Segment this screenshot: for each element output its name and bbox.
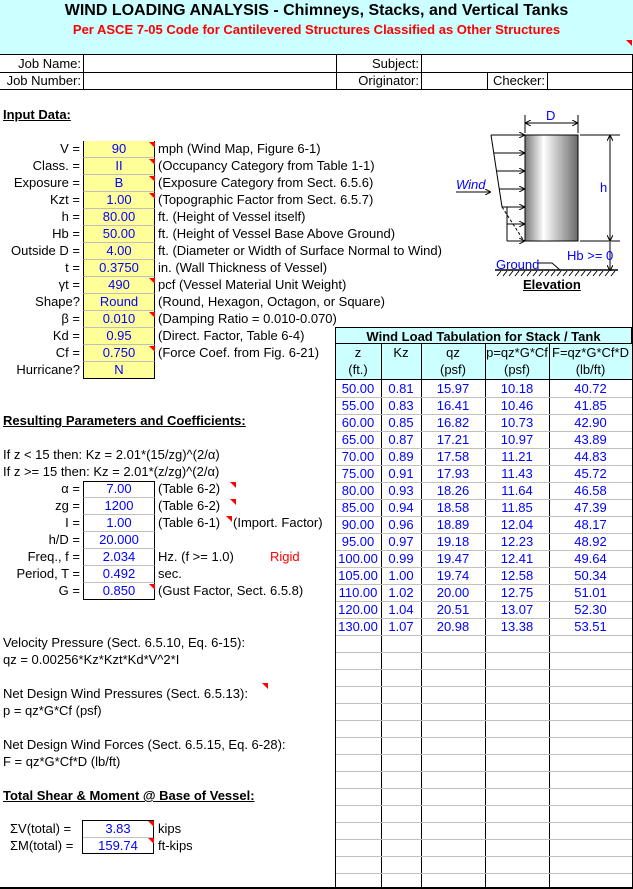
net-force-title: Net Design Wind Forces (Sect. 6.5.15, Eq. 6-28): bbox=[3, 737, 286, 752]
column-unit: (psf) bbox=[421, 362, 485, 378]
result-description-extra: (Import. Factor) bbox=[233, 515, 323, 530]
job-name-field[interactable] bbox=[85, 56, 334, 71]
kz-equation-high: If z >= 15 then: Kz = 2.01*(z/zg)^(2/α) bbox=[3, 464, 220, 479]
table-cell: 0.87 bbox=[388, 432, 414, 447]
comment-indicator[interactable] bbox=[149, 176, 155, 182]
comment-indicator[interactable] bbox=[149, 193, 155, 199]
table-cell: 19.74 bbox=[436, 568, 470, 583]
table-cell: 40.72 bbox=[574, 381, 607, 396]
input-description: (Exposure Category from Sect. 6.5.6) bbox=[158, 175, 374, 190]
table-cell: 18.89 bbox=[436, 517, 470, 532]
table-cell: 17.21 bbox=[436, 432, 470, 447]
page-title: WIND LOADING ANALYSIS - Chimneys, Stacks, and Vertical Tanks bbox=[64, 2, 569, 19]
subject-label: Subject: bbox=[372, 56, 419, 71]
input-field[interactable]: 50.00 bbox=[83, 226, 155, 243]
table-cell: 15.97 bbox=[436, 381, 470, 396]
table-cell: 110.00 bbox=[338, 585, 378, 600]
input-description: ft. (Diameter or Width of Surface Normal to Wind) bbox=[158, 243, 442, 258]
moment-value: 159.74 bbox=[98, 838, 138, 853]
table-cell: 11.21 bbox=[501, 449, 533, 464]
comment-indicator[interactable] bbox=[226, 516, 232, 522]
table-cell: 17.93 bbox=[436, 466, 470, 481]
table-cell: 47.39 bbox=[574, 500, 607, 515]
table-cell: 1.00 bbox=[388, 568, 414, 583]
comment-indicator[interactable] bbox=[148, 821, 154, 827]
result-label: zg = bbox=[55, 498, 80, 513]
table-cell: 0.91 bbox=[388, 466, 414, 481]
input-label: Exposure = bbox=[13, 175, 80, 190]
column-header: F=qz*G*Cf*D bbox=[549, 345, 632, 361]
input-field[interactable]: 90 bbox=[83, 141, 155, 158]
result-description: (Gust Factor, Sect. 6.5.8) bbox=[158, 583, 304, 598]
table-cell: 11.64 bbox=[501, 483, 533, 498]
table-cell: 46.58 bbox=[574, 483, 607, 498]
result-description: Hz. (f >= 1.0) bbox=[158, 549, 234, 564]
wind-label: Wind bbox=[456, 177, 486, 192]
divider bbox=[83, 55, 84, 89]
table-cell: 100.00 bbox=[338, 551, 378, 566]
table-cell: 20.98 bbox=[436, 619, 470, 634]
shear-unit: kips bbox=[158, 821, 182, 836]
input-data-heading: Input Data: bbox=[3, 107, 71, 122]
velocity-pressure-equation: qz = 0.00256*Kz*Kzt*Kd*V^2*I bbox=[3, 652, 180, 667]
table-cell: 0.85 bbox=[388, 415, 414, 430]
input-description: (Direct. Factor, Table 6-4) bbox=[158, 328, 305, 343]
row-divider bbox=[336, 754, 632, 755]
table-cell: 85.00 bbox=[341, 500, 375, 515]
table-cell: 11.43 bbox=[501, 466, 533, 481]
input-label: h = bbox=[61, 209, 80, 224]
input-field[interactable]: 0.750 bbox=[83, 345, 155, 362]
table-cell: 0.99 bbox=[388, 551, 414, 566]
column-header: z bbox=[335, 345, 381, 361]
table-cell: 19.18 bbox=[436, 534, 470, 549]
input-field[interactable]: 0.3750 bbox=[83, 260, 155, 277]
input-field[interactable]: 0.95 bbox=[83, 328, 155, 345]
table-cell: 130.00 bbox=[338, 619, 378, 634]
job-number-field[interactable] bbox=[85, 73, 334, 88]
input-label: Shape? bbox=[35, 294, 80, 309]
input-field[interactable]: 0.010 bbox=[83, 311, 155, 328]
table-cell: 70.00 bbox=[341, 449, 375, 464]
result-value: 1200 bbox=[83, 498, 155, 515]
row-divider bbox=[336, 788, 632, 789]
input-field[interactable]: II bbox=[83, 158, 155, 175]
table-cell: 49.64 bbox=[574, 551, 607, 566]
column-unit: (lb/ft) bbox=[549, 362, 632, 378]
comment-indicator[interactable] bbox=[149, 312, 155, 318]
table-cell: 51.01 bbox=[574, 585, 607, 600]
table-cell: 12.04 bbox=[500, 517, 534, 532]
input-field[interactable]: 4.00 bbox=[83, 243, 155, 260]
table-cell: 10.97 bbox=[500, 432, 534, 447]
row-divider bbox=[336, 703, 632, 704]
input-label: Kzt = bbox=[50, 192, 80, 207]
result-label: Period, T = bbox=[16, 566, 80, 581]
totals-heading: Total Shear & Moment @ Base of Vessel: bbox=[3, 788, 255, 803]
elevation-caption: Elevation bbox=[523, 277, 581, 292]
comment-indicator[interactable] bbox=[230, 499, 236, 505]
comment-indicator[interactable] bbox=[148, 838, 154, 844]
input-label: Cf = bbox=[55, 345, 80, 360]
table-cell: 120.00 bbox=[338, 602, 378, 617]
table-cell: 60.00 bbox=[341, 415, 375, 430]
moment-unit: ft-kips bbox=[158, 838, 193, 853]
table-cell: 55.00 bbox=[341, 398, 375, 413]
table-cell: 75.00 bbox=[341, 466, 375, 481]
diameter-label: D bbox=[546, 108, 556, 123]
row-divider bbox=[336, 839, 632, 840]
table-cell: 0.89 bbox=[388, 449, 414, 464]
table-cell: 16.82 bbox=[436, 415, 470, 430]
input-description: ft. (Height of Vessel Base Above Ground) bbox=[158, 226, 396, 241]
net-pressure-equation: p = qz*G*Cf (psf) bbox=[3, 703, 102, 718]
column-header: qz bbox=[421, 345, 485, 361]
divider bbox=[547, 72, 548, 89]
input-label: Outside D = bbox=[10, 243, 80, 258]
input-field[interactable]: 80.00 bbox=[83, 209, 155, 226]
comment-indicator[interactable] bbox=[149, 584, 155, 590]
input-label: Hurricane? bbox=[16, 362, 80, 377]
originator-label: Originator: bbox=[358, 73, 419, 88]
result-description: (Table 6-2) bbox=[158, 498, 221, 513]
input-field[interactable]: Round bbox=[83, 294, 155, 311]
input-description: (Force Coef. from Fig. 6-21) bbox=[158, 345, 320, 360]
table-cell: 10.18 bbox=[500, 381, 534, 396]
input-label: Hb = bbox=[52, 226, 80, 241]
comment-indicator[interactable] bbox=[149, 278, 155, 284]
shear-label: ΣV(total) = bbox=[10, 821, 72, 836]
result-value: 0.850 bbox=[83, 583, 155, 600]
job-number-label: Job Number: bbox=[6, 73, 81, 88]
table-cell: 44.83 bbox=[574, 449, 607, 464]
row-divider bbox=[336, 856, 632, 857]
table-cell: 20.00 bbox=[436, 585, 470, 600]
input-description: (Damping Ratio = 0.010-0.070) bbox=[158, 311, 337, 326]
table-cell: 18.26 bbox=[436, 483, 470, 498]
comment-indicator[interactable] bbox=[262, 683, 268, 689]
table-cell: 48.17 bbox=[574, 517, 607, 532]
result-label: I = bbox=[65, 515, 80, 530]
table-cell: 0.96 bbox=[388, 517, 414, 532]
input-label: γt = bbox=[58, 277, 80, 292]
result-description: (Table 6-2) bbox=[158, 481, 221, 496]
table-cell: 10.46 bbox=[500, 398, 534, 413]
input-description: (Topographic Factor from Sect. 6.5.7) bbox=[158, 192, 374, 207]
table-cell: 65.00 bbox=[341, 432, 375, 447]
table-cell: 1.02 bbox=[388, 585, 414, 600]
input-label: Kd = bbox=[52, 328, 80, 343]
result-value: 2.034 bbox=[83, 549, 155, 566]
net-force-equation: F = qz*G*Cf*D (lb/ft) bbox=[3, 754, 121, 769]
originator-field[interactable] bbox=[423, 73, 485, 88]
table-cell: 53.51 bbox=[574, 619, 607, 634]
checker-field[interactable] bbox=[549, 73, 630, 88]
input-label: β = bbox=[61, 311, 80, 326]
result-description: sec. bbox=[158, 566, 182, 581]
comment-indicator[interactable] bbox=[230, 482, 236, 488]
net-pressure-title: Net Design Wind Pressures (Sect. 6.5.13): bbox=[3, 686, 248, 701]
result-value: 7.00 bbox=[83, 481, 155, 498]
table-cell: 12.58 bbox=[500, 568, 534, 583]
input-field[interactable]: 490 bbox=[83, 277, 155, 294]
table-cell: 90.00 bbox=[341, 517, 375, 532]
row-divider bbox=[336, 652, 632, 653]
table-cell: 13.07 bbox=[500, 602, 534, 617]
result-value: 20.000 bbox=[83, 532, 155, 549]
table-cell: 0.83 bbox=[388, 398, 414, 413]
row-divider bbox=[336, 822, 632, 823]
input-description: mph (Wind Map, Figure 6-1) bbox=[158, 141, 321, 156]
column-unit: (psf) bbox=[485, 362, 549, 378]
row-divider bbox=[336, 737, 632, 738]
result-label: α = bbox=[61, 481, 80, 496]
table-cell: 18.58 bbox=[436, 500, 470, 515]
row-divider bbox=[336, 669, 632, 670]
input-description: (Occupancy Category from Table 1-1) bbox=[158, 158, 375, 173]
row-divider bbox=[336, 635, 632, 636]
comment-indicator[interactable] bbox=[149, 142, 155, 148]
moment-label: ΣM(total) = bbox=[10, 838, 74, 853]
results-heading: Resulting Parameters and Coefficients: bbox=[3, 413, 246, 428]
table-cell: 42.90 bbox=[574, 415, 607, 430]
result-label: G = bbox=[58, 583, 80, 598]
input-label: V = bbox=[60, 141, 80, 156]
result-value: 1.00 bbox=[83, 515, 155, 532]
comment-indicator[interactable] bbox=[626, 40, 632, 46]
table-cell: 95.00 bbox=[341, 534, 375, 549]
result-label: Freq., f = bbox=[27, 549, 80, 564]
table-cell: 50.00 bbox=[341, 381, 375, 396]
input-description: in. (Wall Thickness of Vessel) bbox=[158, 260, 328, 275]
input-field[interactable]: 1.00 bbox=[83, 192, 155, 209]
table-cell: 12.23 bbox=[500, 534, 534, 549]
rigidity-status: Rigid bbox=[270, 549, 300, 564]
result-description: (Table 6-1) bbox=[158, 515, 221, 530]
input-description: (Round, Hexagon, Octagon, or Square) bbox=[158, 294, 385, 309]
table-cell: 12.75 bbox=[500, 585, 534, 600]
table-cell: 20.51 bbox=[436, 602, 470, 617]
row-divider bbox=[336, 771, 632, 772]
table-cell: 80.00 bbox=[341, 483, 375, 498]
result-value: 0.492 bbox=[83, 566, 155, 583]
table-cell: 10.73 bbox=[500, 415, 534, 430]
row-divider bbox=[336, 720, 632, 721]
row-divider bbox=[336, 805, 632, 806]
column-unit: (ft.) bbox=[335, 362, 381, 378]
kz-equation-low: If z < 15 then: Kz = 2.01*(15/zg)^(2/α) bbox=[3, 447, 220, 462]
input-label: Class. = bbox=[32, 158, 80, 173]
table-cell: 45.72 bbox=[574, 466, 607, 481]
job-name-label: Job Name: bbox=[18, 56, 81, 71]
divider bbox=[421, 55, 422, 89]
input-description: ft. (Height of Vessel itself) bbox=[158, 209, 306, 224]
divider bbox=[0, 89, 633, 90]
table-cell: 0.94 bbox=[388, 500, 414, 515]
table-cell: 43.89 bbox=[574, 432, 607, 447]
column-header: Kz bbox=[381, 345, 421, 361]
row-divider bbox=[336, 686, 632, 687]
input-field[interactable]: B bbox=[83, 175, 155, 192]
input-field[interactable]: N bbox=[83, 362, 155, 379]
table-cell: 0.97 bbox=[388, 534, 414, 549]
comment-indicator[interactable] bbox=[149, 159, 155, 165]
comment-indicator[interactable] bbox=[149, 346, 155, 352]
table-cell: 13.38 bbox=[500, 619, 534, 634]
subject-field[interactable] bbox=[423, 56, 630, 71]
wind-load-table-title: Wind Load Tabulation for Stack / Tank bbox=[335, 327, 632, 344]
result-label: h/D = bbox=[48, 532, 80, 547]
table-cell: 0.93 bbox=[388, 483, 414, 498]
table-cell: 41.85 bbox=[574, 398, 607, 413]
hb-label: Hb >= 0 bbox=[567, 248, 614, 263]
velocity-pressure-title: Velocity Pressure (Sect. 6.5.10, Eq. 6-15): bbox=[3, 635, 246, 650]
table-cell: 1.07 bbox=[388, 619, 414, 634]
table-cell: 105.00 bbox=[338, 568, 378, 583]
table-cell: 50.34 bbox=[574, 568, 607, 583]
height-label: h bbox=[600, 180, 608, 195]
table-cell: 16.41 bbox=[436, 398, 470, 413]
row-divider bbox=[336, 873, 632, 874]
shear-value: 3.83 bbox=[105, 821, 131, 836]
ground-label: Ground bbox=[496, 257, 540, 272]
table-cell: 52.30 bbox=[574, 602, 607, 617]
table-cell: 19.47 bbox=[436, 551, 470, 566]
input-label: t = bbox=[65, 260, 80, 275]
checker-label: Checker: bbox=[492, 73, 545, 88]
table-cell: 12.41 bbox=[500, 551, 534, 566]
input-description: pcf (Vessel Material Unit Weight) bbox=[158, 277, 347, 292]
table-cell: 11.85 bbox=[501, 500, 533, 515]
table-cell: 1.04 bbox=[388, 602, 414, 617]
table-cell: 48.92 bbox=[574, 534, 607, 549]
page-subtitle: Per ASCE 7-05 Code for Cantilevered Structures Classified as Other Structures bbox=[72, 22, 561, 37]
table-cell: 17.58 bbox=[436, 449, 470, 464]
column-header: p=qz*G*Cf bbox=[486, 345, 548, 360]
table-cell: 0.81 bbox=[388, 381, 414, 396]
